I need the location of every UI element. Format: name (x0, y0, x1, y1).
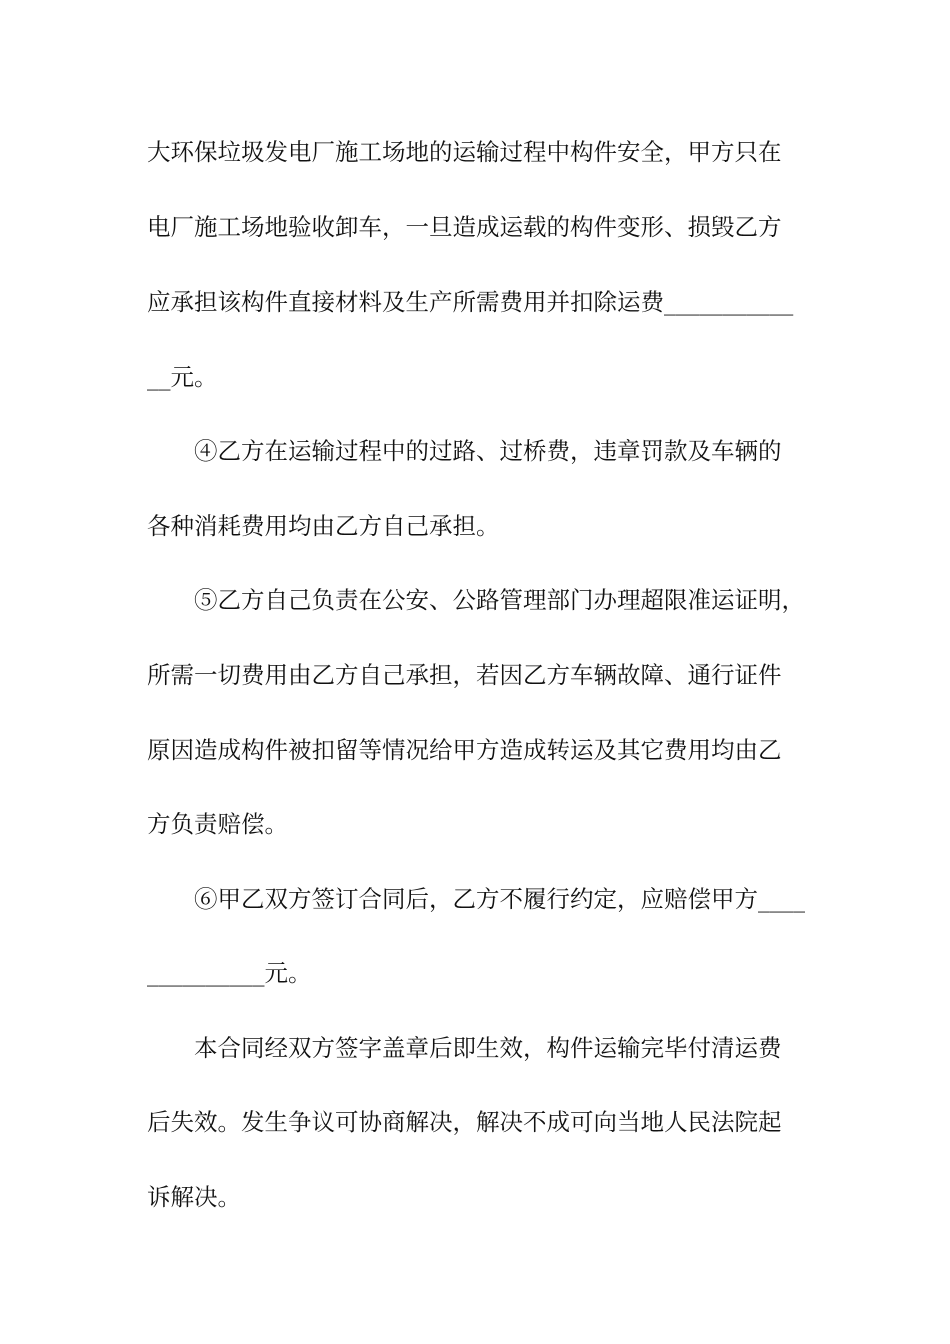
paragraph-line: 应承担该构件直接材料及生产所需费用并扣除运费___________ (147, 288, 794, 316)
paragraph-line: 后失效。发生争议可协商解决，解决不成可向当地人民法院起 (147, 1108, 782, 1136)
paragraph-line: 方负责赔偿。 (147, 810, 288, 838)
paragraph-line: 大环保垃圾发电厂施工场地的运输过程中构件安全，甲方只在 (147, 138, 782, 166)
paragraph-line: 原因造成构件被扣留等情况给甲方造成转运及其它费用均由乙 (147, 736, 782, 764)
paragraph-line: __元。 (147, 363, 218, 391)
paragraph-line: 各种消耗费用均由乙方自己承担。 (147, 512, 500, 540)
clause-6-line: ⑥甲乙双方签订合同后，乙方不履行约定，应赔偿甲方____ (194, 885, 805, 913)
paragraph-line: 诉解决。 (147, 1183, 241, 1211)
paragraph-line: 电厂施工场地验收卸车，一旦造成运载的构件变形、损毁乙方 (147, 213, 782, 241)
paragraph-line: __________元。 (147, 959, 312, 987)
clause-4-line: ④乙方在运输过程中的过路、过桥费，违章罚款及车辆的 (194, 437, 782, 465)
closing-paragraph-line: 本合同经双方签字盖章后即生效，构件运输完毕付清运费 (194, 1034, 782, 1062)
paragraph-line: 所需一切费用由乙方自己承担，若因乙方车辆故障、通行证件 (147, 661, 782, 689)
clause-5-line: ⑤乙方自己负责在公安、公路管理部门办理超限准运证明， (194, 586, 805, 614)
